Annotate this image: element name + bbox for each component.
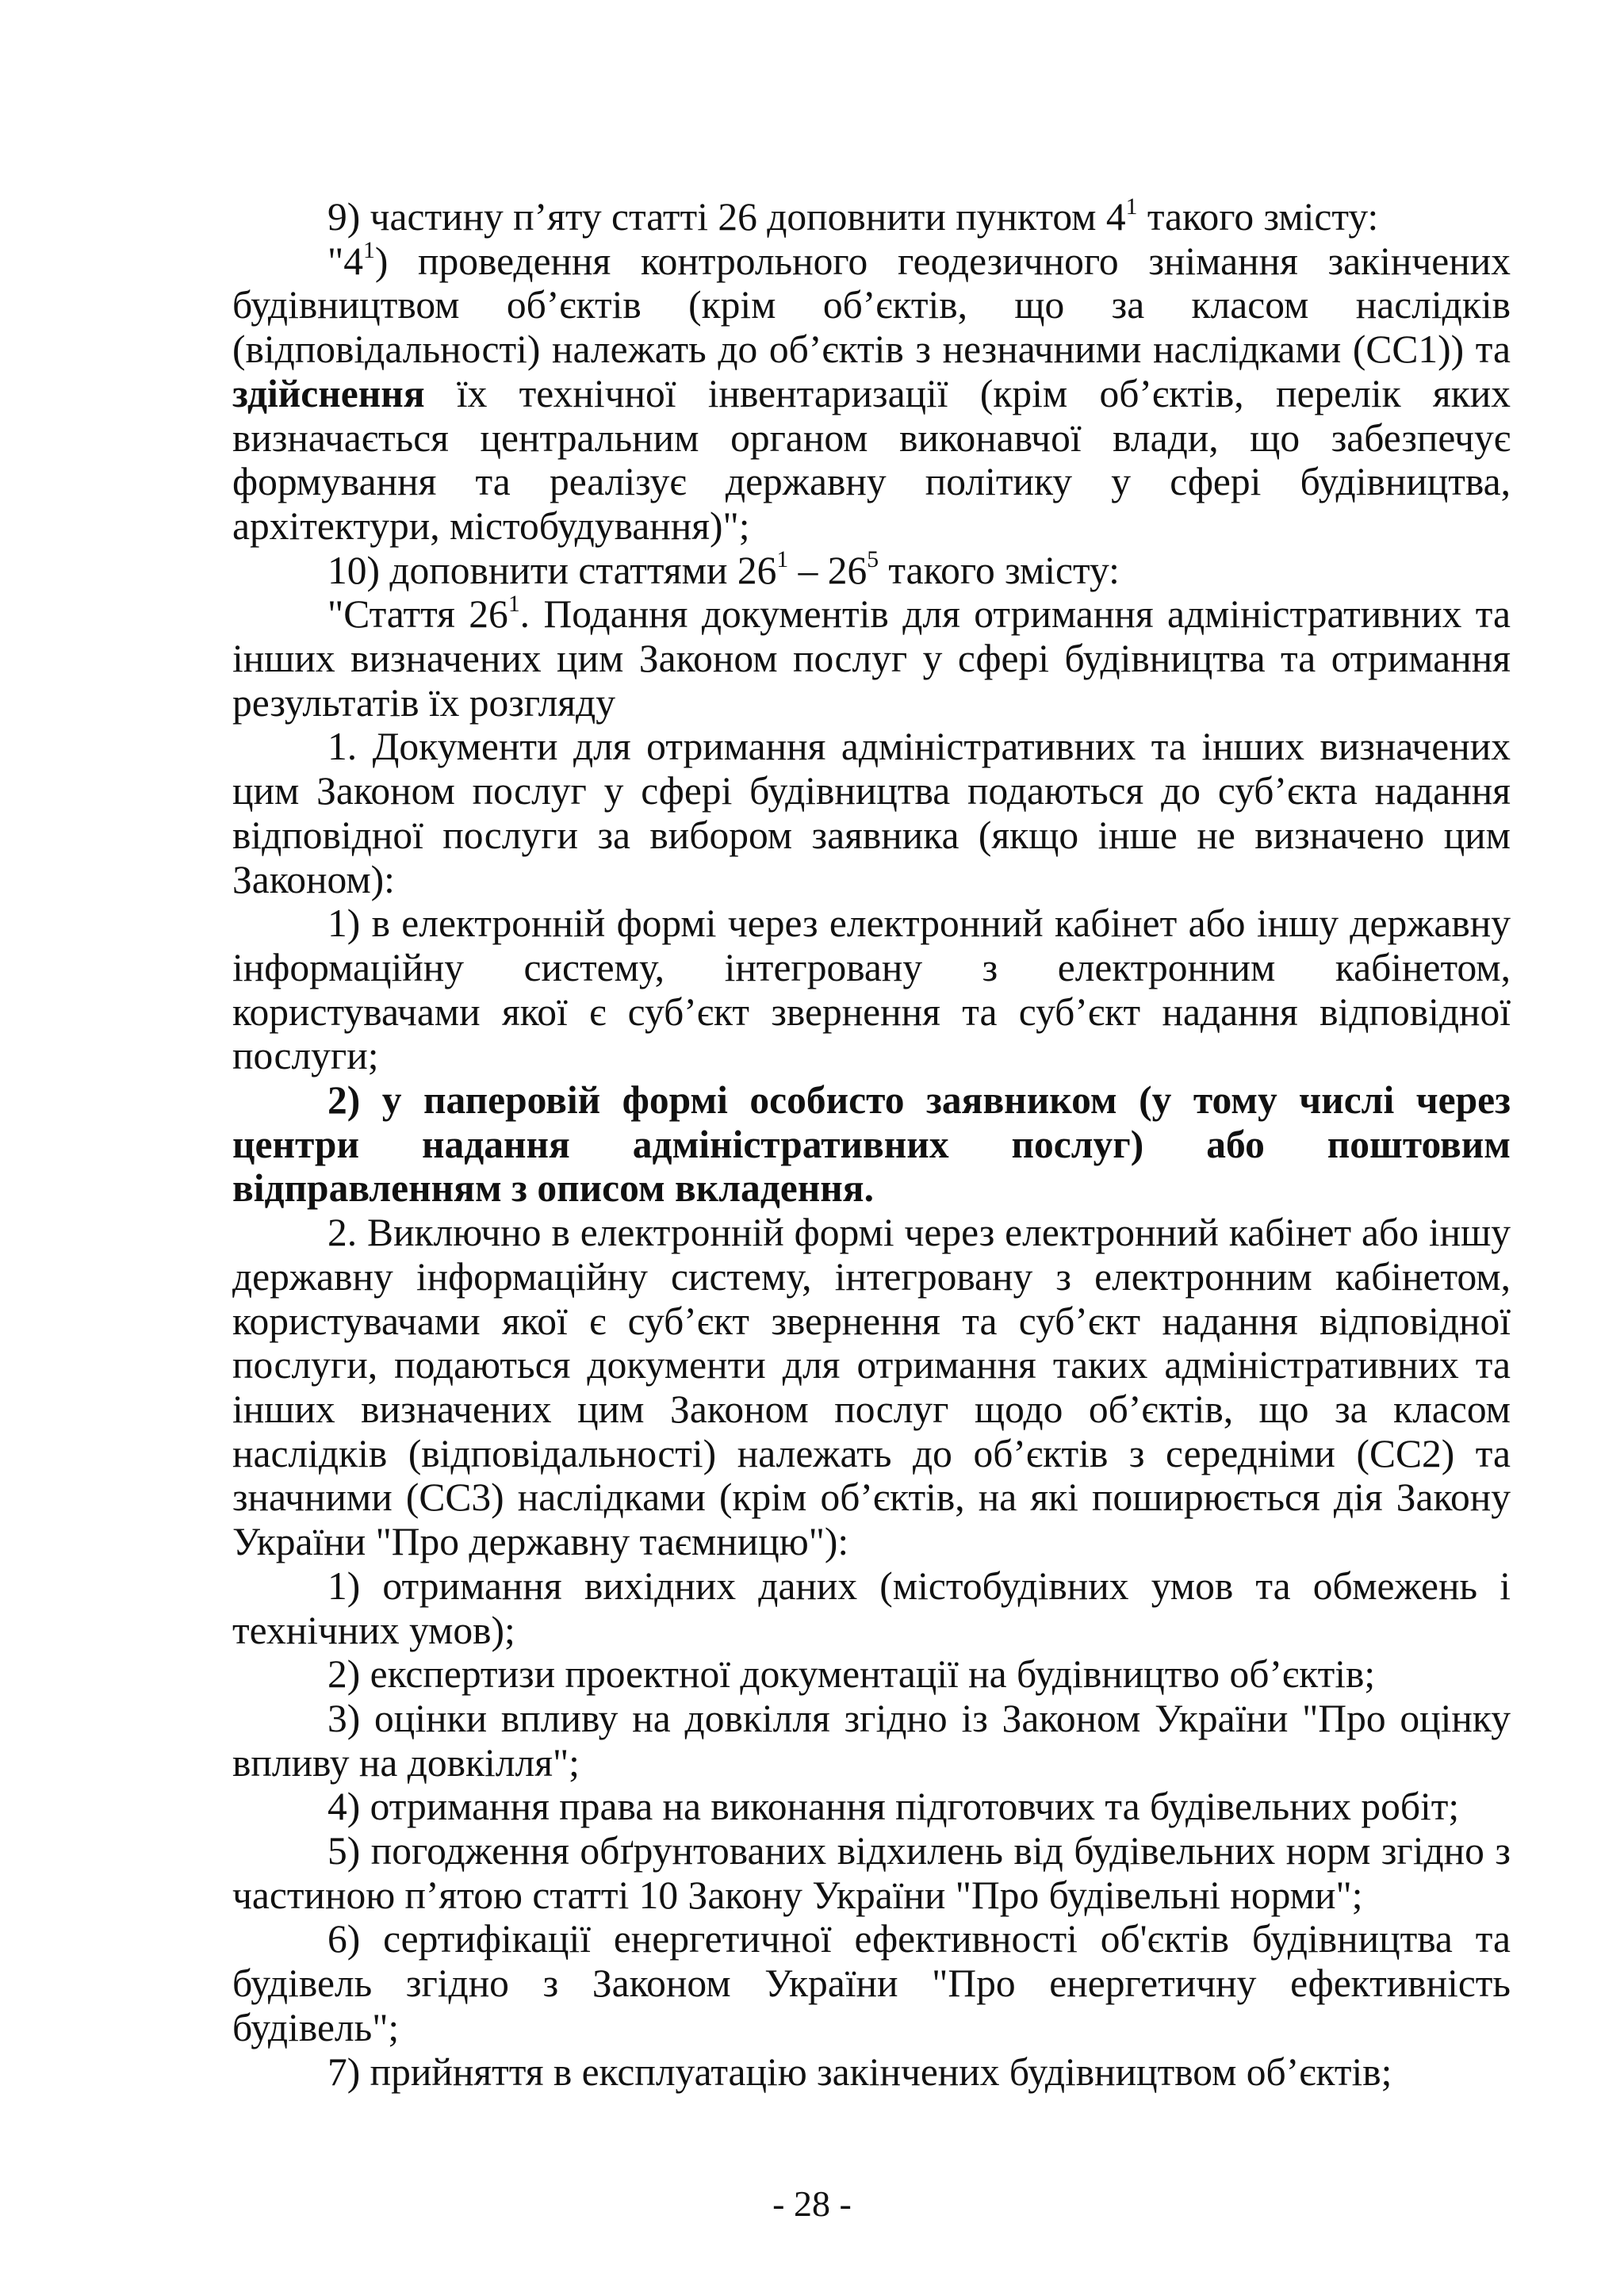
text-fragment: такого змісту: bbox=[879, 548, 1120, 592]
paragraph-part-2: 2. Виключно в електронній формі через електронний кабінет або іншу державну інформаційну систему, інтегровану з електронним кабінетом, користувачами якої є суб’єкт звернення та суб’єкт надання відповідної послуги, подаються документи для отримання таких адміністративних та інших визначених цим Законом послуг щодо об’єктів, що за класом наслідків (відповідальності) належать до об’єктів з середніми (СС2) та значними (СС3) наслідками (крім об’єктів, на які поширюється дія Закону України "Про державну таємницю"): bbox=[232, 1211, 1511, 1564]
list-item-5: 5) погодження обґрунтованих відхилень від будівельних норм згідно з частиною п’ятою статті 10 Закону України "Про будівельні норми"; bbox=[232, 1829, 1511, 1917]
list-item-7: 7) прийняття в експлуатацію закінчених будівництвом об’єктів; bbox=[327, 2049, 1392, 2094]
paragraph-point-4-1 bbox=[232, 239, 1511, 549]
text-fragment: їх технічної інвентаризації (крім об’єктів, перелік яких визначається центральним органом виконавчої влади, що забезпечує формування та реалізує державну політику у сфері будівництва, архітектури, містобудування)"; bbox=[232, 371, 1511, 548]
text-fragment: 10) доповнити статтями 26 bbox=[327, 548, 777, 592]
page-number: - 28 - bbox=[772, 2183, 852, 2224]
text-fragment: "Стаття 26 bbox=[327, 592, 508, 637]
list-item-3: 3) оцінки впливу на довкілля згідно із Законом України "Про оцінку впливу на довкілля"; bbox=[232, 1696, 1511, 1785]
superscript: 1 bbox=[776, 547, 789, 573]
paragraph-subitem-1-electronic: 1) в електронній формі через електронний кабінет або іншу державну інформаційну систему, інтегровану з електронним кабінетом, користувачами якої є суб’єкт звернення та суб’єкт надання відповідної послуги; bbox=[232, 901, 1511, 1078]
paragraph-item-10 bbox=[232, 549, 1511, 593]
list-item-1: 1) отримання вихідних даних (містобудівних умов та обмежень і технічних умов); bbox=[232, 1563, 1511, 1652]
superscript: 1 bbox=[1125, 193, 1138, 220]
list-item-6: 6) сертифікації енергетичної ефективності об'єктів будівництва та будівель згідно з Законом України "Про енергетичну ефективність будівель"; bbox=[232, 1917, 1511, 2049]
text-fragment: . Подання документів для отримання адміністративних та інших визначених цим Законом послуг у сфері будівництва та отримання результатів їх розгляду bbox=[232, 592, 1511, 725]
superscript: 1 bbox=[508, 591, 520, 617]
text-fragment: 9) частину п’яту статті 26 доповнити пунктом 4 bbox=[327, 195, 1126, 239]
bold-text: здійснення bbox=[232, 371, 425, 415]
list-item-2: 2) експертизи проектної документації на будівництво об’єктів; bbox=[327, 1652, 1376, 1697]
document-body bbox=[232, 195, 1511, 2094]
bold-text: 2) у паперовій формі особисто заявником (у тому числі через центри надання адміністративних послуг) або поштовим відправленням з описом вкладення. bbox=[232, 1078, 1511, 1211]
paragraph-part-1: 1. Документи для отримання адміністративних та інших визначених цим Законом послуг у сфері будівництва подаються до суб’єкта надання відповідної послуги за вибором заявника (якщо інше не визначено цим Законом): bbox=[232, 725, 1511, 901]
superscript: 5 bbox=[867, 547, 879, 573]
paragraph-subitem-2-paper bbox=[232, 1078, 1511, 1211]
article-heading bbox=[232, 592, 1511, 725]
text-fragment: такого змісту: bbox=[1137, 195, 1379, 239]
paragraph-item-9 bbox=[232, 195, 1511, 239]
text-fragment: ) проведення контрольного геодезичного знімання закінчених будівництвом об’єктів (крім об’єктів, що за класом наслідків (відповідальності) належать до об’єктів з незначними наслідками (СС1)) та bbox=[232, 239, 1511, 372]
text-fragment: "4 bbox=[327, 239, 363, 283]
text-fragment: – 26 bbox=[788, 548, 868, 592]
list-item-4: 4) отримання права на виконання підготовчих та будівельних робіт; bbox=[327, 1785, 1460, 1829]
superscript: 1 bbox=[362, 238, 375, 264]
